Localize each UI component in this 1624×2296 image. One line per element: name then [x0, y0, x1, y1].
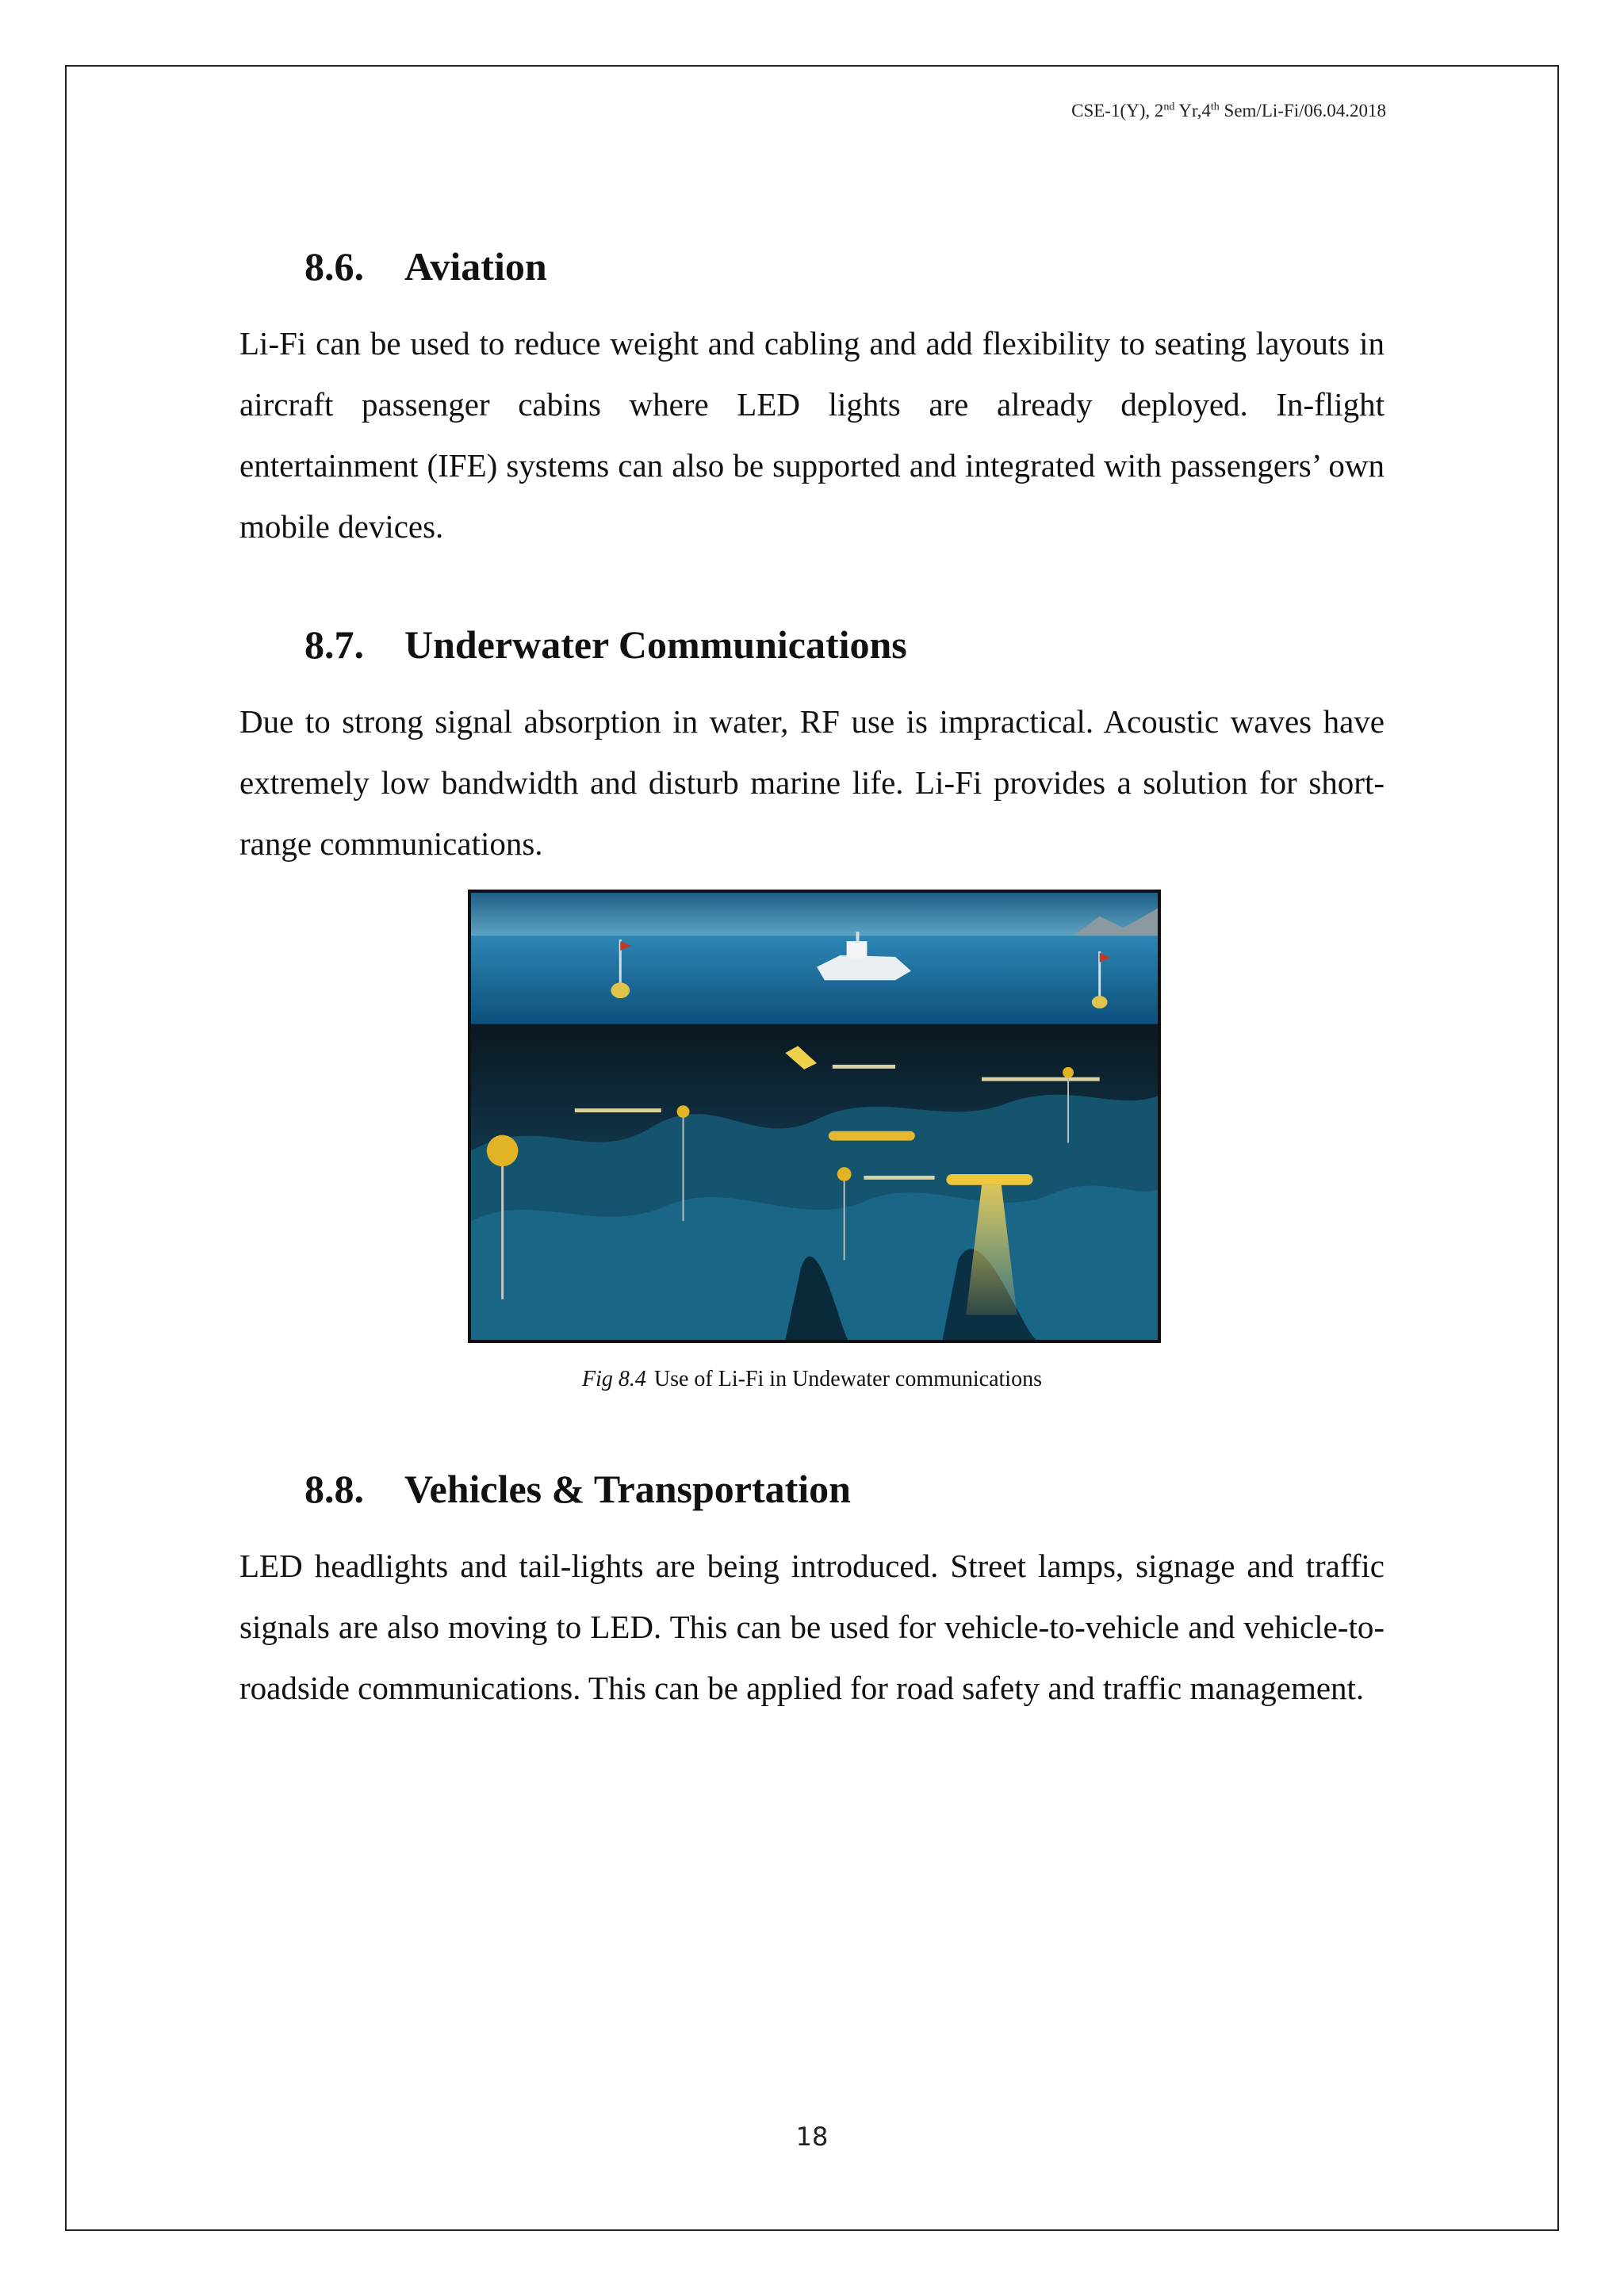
page-header: CSE-1(Y), 2nd Yr,4th Sem/Li-Fi/06.04.2018	[1071, 101, 1386, 121]
section-body-aviation: Li-Fi can be used to reduce weight and cabling and add flexibility to seating layouts in aircraft passenger cabins where LED lights are already deployed. In-flight entertainment (IFE) systems can also be supported and integrated with passengers’ own mobile devices.	[239, 325, 1385, 545]
section-heading-aviation: 8.6. Aviation	[304, 244, 547, 289]
section-body-underwater: Due to strong signal absorption in water, RF use is impractical. Acoustic waves have extremely low bandwidth and disturb marine life. Li-Fi provides a solution for short-range communications.	[239, 703, 1385, 862]
section-body-vehicles: LED headlights and tail-lights are being introduced. Street lamps, signage and traffic signals are also moving to LED. This can be used for vehicle-to-vehicle and vehicle-to-roadside communications. This can be applied for road safety and traffic management.	[239, 1548, 1385, 1706]
section-heading-underwater: 8.7. Underwater Communications	[304, 622, 907, 667]
underwater-illustration	[468, 890, 1161, 1343]
section-heading-vehicles: 8.8. Vehicles & Transportation	[304, 1467, 851, 1511]
page-number: 18	[795, 2122, 829, 2152]
figure-caption: Fig 8.4 Use of Li-Fi in Undewater communications	[581, 1367, 1042, 1391]
